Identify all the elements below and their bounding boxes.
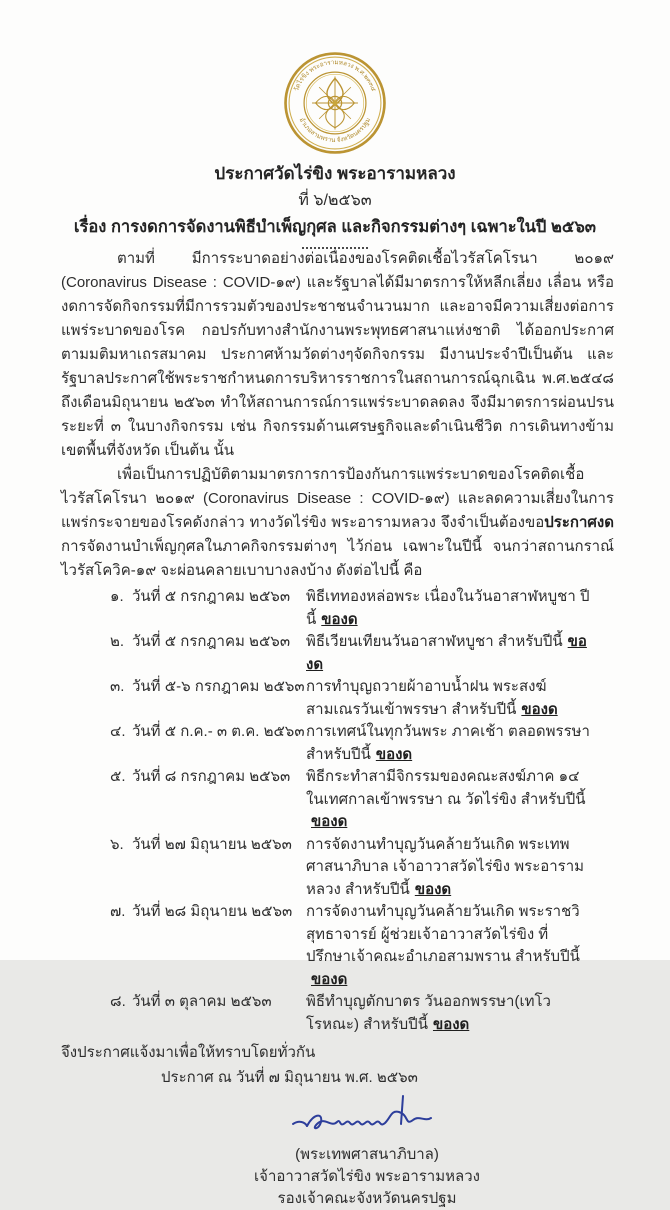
seal-top-text: วัดไร่ขิง พระอารามหลวง พ.ศ.๒๓๓๔ [293,59,377,93]
seal-lotus-ornament [312,77,358,130]
item-description-text: พิธีเวียนเทียนวันอาสาฬหบูชา สำหรับปีนี้ [306,633,563,650]
item-cancel-label: ของด [432,1015,470,1033]
signature-block [207,1094,527,1210]
item-cancel-label: ของด [375,745,413,763]
item-date: วันที่ ๒๗ มิถุนายน ๒๕๖๓ [132,835,292,853]
paragraph-2-pre: เพื่อเป็นการปฏิบัติตามมาตรการการป้องกันการแพร่ระบาดของโรคติดเชื้อไวรัสโคโรนา ๒๐๑๙ (Coronavirus Disease : COVID-๑๙) และลดความเสี่ยงในการแพร่กระจายของโรคดังกล่าว ทางวัดไร่ขิง พระอารามหลวง จึงจำเป็นต้องขอ [61,466,614,531]
item-cancel-label: ของด [311,813,348,830]
item-description-text: พิธีทำบุญตักบาตร วันออกพรรษา(เทโวโรหณะ) สำหรับปีนี้ [306,993,551,1033]
temple-seal-emblem [282,50,388,156]
item-date: วันที่ ๘ กรกฎาคม ๒๕๖๓ [132,768,291,785]
item-description [306,631,591,676]
item-number: ๑. [110,588,124,605]
item-number: ๘. [110,993,126,1010]
item-description-text: การจัดงานทำบุญวันคล้ายวันเกิด พระเทพศาสนาภิบาล เจ้าอาวาสวัดไร่ขิง พระอารามหลวง สำหรับปีนี้ [306,835,585,898]
temple-seal [282,50,388,156]
ceremony-list [110,586,591,1036]
item-description [306,834,591,902]
seal-bottom-text: อำเภอสามพราน จังหวัดนครปฐม [297,116,373,144]
item-number: ๓. [110,678,125,695]
item-description-text: พิธีกระทำสามีจิกรรมของคณะสงฆ์ภาค ๑๔ ในเทศกาลเข้าพรรษา ณ วัดไร่ขิง สำหรับปีนี้ [306,768,586,808]
item-number: ๗. [110,903,126,920]
signature-ink [287,1094,447,1146]
item-date: วันที่ ๕ กรกฎาคม ๒๕๖๓ [132,633,291,650]
item-number: ๔. [110,723,126,740]
paragraph-background [61,247,614,463]
item-date: วันที่ ๕ ก.ค.- ๓ ต.ค. ๒๕๖๓ [132,723,305,740]
paragraph-2-bold: ประกาศงด [544,514,614,531]
signer-title-deputy: รองเจ้าคณะจังหวัดนครปฐม [277,1190,457,1207]
item-description [306,586,591,631]
document-header [0,160,670,249]
item-number: ๕. [110,768,126,785]
document-body [61,247,614,1210]
item-description [306,901,591,991]
ceremony-row [110,901,591,991]
item-number: ๖. [110,835,124,853]
item-date: วันที่ ๕ กรกฎาคม ๒๕๖๓ [132,588,291,605]
item-description-text: พิธีเททองหล่อพระ เนื่องในวันอาสาฬหบูชา ปีนี้ [306,588,590,628]
item-description-text: การจัดงานทำบุญวันคล้ายวันเกิด พระราชวิสุทธาจารย์ ผู้ช่วยเจ้าอาวาสวัดไร่ขิง ที่ปรึกษาเจ้าคณะอำเภอสามพราน สำหรับปีนี้ [306,903,580,965]
page-title: ประกาศวัดไร่ขิง พระอารามหลวง [214,164,456,183]
item-date: วันที่ ๕-๖ กรกฎาคม ๒๕๖๓ [132,678,305,695]
ceremony-row [110,631,591,676]
item-date: วันที่ ๓ ตุลาคม ๒๕๖๓ [132,993,272,1010]
item-description-text: การเทศน์ในทุกวันพระ ภาคเช้า ตลอดพรรษา สำหรับปีนี้ [306,723,590,763]
item-description [306,676,591,721]
item-description-text: การทำบุญถวายผ้าอาบน้ำฝน พระสงฆ์สามเณรวันเข้าพรรษา สำหรับปีนี้ [306,678,547,718]
item-date: วันที่ ๒๘ มิถุนายน ๒๕๖๓ [132,903,293,920]
signer-title-abbot: เจ้าอาวาสวัดไร่ขิง พระอารามหลวง [254,1168,480,1185]
paragraph-announcement [61,463,614,583]
item-cancel-label: ของด [306,633,587,673]
item-description [306,766,591,834]
document-number: ที่ ๖/๒๕๖๓ [298,192,372,209]
item-cancel-label: ของด [321,610,358,628]
ceremony-row [110,834,591,902]
ceremony-row [110,721,591,766]
signer-name: (พระเทพศาสนาภิบาล) [295,1146,439,1163]
closing-statement: จึงประกาศแจ้งมาเพื่อให้ทราบโดยทั่วกัน [61,1044,316,1061]
ceremony-row [110,586,591,631]
ceremony-row [110,991,591,1036]
ceremony-row [110,676,591,721]
item-description [306,991,591,1036]
document-subject: เรื่อง การงดการจัดงานพิธีบำเพ็ญกุศล และกิจกรรมต่างๆ เฉพาะในปี ๒๕๖๓ [73,218,597,236]
paragraph-2-post: การจัดงานบำเพ็ญกุศลในภาคกิจกรรมต่างๆ ไว้ก่อน เฉพาะในปีนี้ จนกว่าสถานกราณ์ไวรัสโควิค-๑๙ จะผ่อนคลายเบาบางลงบ้าง ดังต่อไปนี้ คือ [61,538,614,579]
announce-date-line: ประกาศ ณ วันที่ ๗ มิถุนายน พ.ศ. ๒๕๖๓ [161,1069,418,1086]
item-number: ๒. [110,633,125,650]
item-description [306,721,591,766]
item-cancel-label: ของด [311,970,348,988]
paragraph-1-text: ตามที่ มีการระบาดอย่างต่อเนื่องของโรคติดเชื้อไวรัสโคโรนา ๒๐๑๙ (Coronavirus Disease : COVID-๑๙) และรัฐบาลได้มีมาตรการให้หลีกเลี่ยง เลื่อน หรืองดการจัดกิจกรรมที่มีการรวมตัวของประชาชนจำนวนมาก และอาจมีความเสี่ยงต่อการแพร่ระบาดของโรค กอปรกับทางสำนักงานพระพุทธศาสนาแห่งชาติ ได้ออกประกาศตามมติมหาเถรสมาคม ประกาศห้ามวัดต่างๆจัดกิจกรรม มีงานประจำปีเป็นต้น และรัฐบาลประกาศใช้พระราชกำหนดการบริหารราชการในสถานการณ์ฉุกเฉิน พ.ศ.๒๕๔๘ ถึงเดือนมิถุนายน ๒๕๖๓ ทำให้สถานการณ์การแพร่ระบาดลดลง จึงมีมาตรการผ่อนปรนระยะที่ ๓ ในบางกิจกรรม เช่น กิจกรรมด้านเศรษฐกิจและดำเนินชีวิต การเดินทางข้ามเขตพื้นที่จังหวัด เป็นต้น นั้น [61,250,614,459]
item-cancel-label: ของด [414,880,452,898]
ceremony-row [110,766,591,834]
item-cancel-label: ของด [521,700,558,718]
